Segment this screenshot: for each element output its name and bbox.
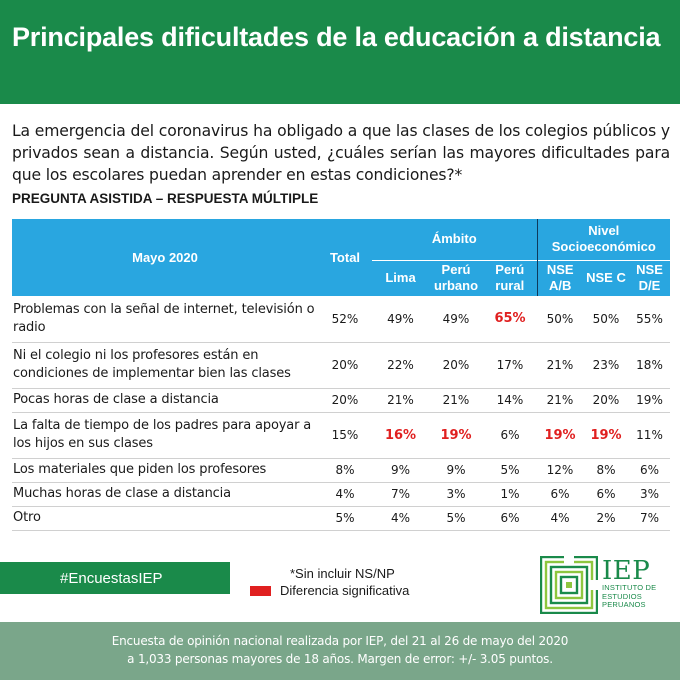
cell-value: 3% — [629, 482, 670, 506]
cell-value: 49% — [429, 296, 483, 342]
logo-name: IEP — [602, 556, 651, 586]
col-header: NSE D/E — [629, 260, 670, 296]
cell-value: 7% — [372, 482, 429, 506]
cell-value: 19% — [629, 388, 670, 412]
cell-value: 4% — [318, 482, 372, 506]
cell-value: 21% — [372, 388, 429, 412]
cell-value: 20% — [583, 388, 629, 412]
footer-line: Encuesta de opinión nacional realizada por IEP, del 21 al 26 de mayo del 2020 — [111, 634, 569, 648]
cell-value: 9% — [429, 458, 483, 482]
cell-value: 20% — [318, 342, 372, 388]
table-row — [12, 506, 670, 530]
cell-value: 22% — [372, 342, 429, 388]
cell-value: 20% — [318, 388, 372, 412]
row-label: Los materiales que piden los profesores — [12, 458, 318, 482]
row-label: La falta de tiempo de los padres para apoyar a los hijos en sus clases — [12, 412, 318, 458]
footer-line: a 1,033 personas mayores de 18 años. Margen de error: +/- 3.05 puntos. — [127, 652, 553, 666]
cell-value: 11% — [629, 412, 670, 458]
cell-value: 20% — [429, 342, 483, 388]
col-header: Lima — [372, 260, 429, 296]
legend-label: Diferencia significativa — [280, 583, 410, 598]
cell-value: 5% — [483, 458, 537, 482]
cell-value: 3% — [429, 482, 483, 506]
cell-value: 5% — [318, 506, 372, 530]
cell-value: 4% — [372, 506, 429, 530]
cell-value: 19% — [583, 412, 629, 458]
cell-value: 8% — [583, 458, 629, 482]
cell-value: 50% — [583, 296, 629, 342]
cell-value: 52% — [318, 296, 372, 342]
cell-value: 49% — [372, 296, 429, 342]
row-label: Ni el colegio ni los profesores están en condiciones de implementar bien las clases — [12, 342, 318, 388]
cell-value: 6% — [537, 482, 583, 506]
col-header: Perú rural — [483, 260, 537, 296]
results-table — [12, 219, 670, 531]
cell-value: 6% — [583, 482, 629, 506]
cell-value: 21% — [429, 388, 483, 412]
logo-subtitle: ESTUDIOS — [602, 591, 642, 601]
cell-value: 18% — [629, 342, 670, 388]
cell-value: 15% — [318, 412, 372, 458]
iep-emblem-icon — [540, 556, 598, 614]
legend-swatch — [250, 586, 271, 596]
table-row — [12, 412, 670, 458]
cell-value: 9% — [372, 458, 429, 482]
cell-value: 4% — [537, 506, 583, 530]
cell-value: 21% — [537, 342, 583, 388]
table-row — [12, 482, 670, 506]
logo-subtitle: INSTITUTO DE — [602, 583, 657, 592]
header-banner — [0, 0, 680, 104]
cell-value: 50% — [537, 296, 583, 342]
row-label: Muchas horas de clase a distancia — [12, 482, 318, 506]
col-header: Perú urbano — [429, 260, 483, 296]
row-label: Pocas horas de clase a distancia — [12, 388, 318, 412]
cell-value: 7% — [629, 506, 670, 530]
intro-question: La emergencia del coronavirus ha obligado a que las clases de los colegios públicos y privados sean a distancia. Según usted, ¿cuáles serían las mayores dificultades para que los escolares puedan aprender en estas condiciones?* — [12, 122, 670, 184]
page-title: Principales dificultades de la educación a distancia — [12, 22, 661, 52]
cell-value: 6% — [483, 506, 537, 530]
cell-value: 17% — [483, 342, 537, 388]
col-header: NSE A/B — [537, 260, 583, 296]
survey-footer — [0, 622, 680, 680]
cell-value: 16% — [372, 412, 429, 458]
table-row — [12, 342, 670, 388]
cell-value: 8% — [318, 458, 372, 482]
cell-value: 1% — [483, 482, 537, 506]
table-row — [12, 388, 670, 412]
question-type-label: PREGUNTA ASISTIDA – RESPUESTA MÚLTIPLE — [12, 191, 319, 206]
table-row — [12, 296, 670, 342]
cell-value: 12% — [537, 458, 583, 482]
cell-value: 6% — [483, 412, 537, 458]
group-header-nivel: Nivel Socioeconómico — [537, 219, 670, 260]
cell-value: 65% — [483, 296, 537, 342]
row-label: Otro — [12, 506, 318, 530]
cell-value: 19% — [537, 412, 583, 458]
cell-value: 23% — [583, 342, 629, 388]
col-header: NSE C — [583, 260, 629, 296]
cell-value: 14% — [483, 388, 537, 412]
hashtag-badge: #EncuestasIEP — [0, 562, 230, 594]
cell-value: 5% — [429, 506, 483, 530]
iep-logo — [540, 556, 666, 616]
footnote: *Sin incluir NS/NP — [290, 566, 395, 581]
table-corner-label: Mayo 2020 — [12, 219, 318, 296]
row-label: Problemas con la señal de internet, televisión o radio — [12, 296, 318, 342]
logo-subtitle: PERUANOS — [602, 600, 646, 609]
cell-value: 55% — [629, 296, 670, 342]
group-header-ambito: Ámbito — [372, 219, 537, 260]
cell-value: 21% — [537, 388, 583, 412]
cell-value: 6% — [629, 458, 670, 482]
cell-value: 2% — [583, 506, 629, 530]
col-header-total: Total — [318, 219, 372, 296]
table-row — [12, 458, 670, 482]
cell-value: 19% — [429, 412, 483, 458]
